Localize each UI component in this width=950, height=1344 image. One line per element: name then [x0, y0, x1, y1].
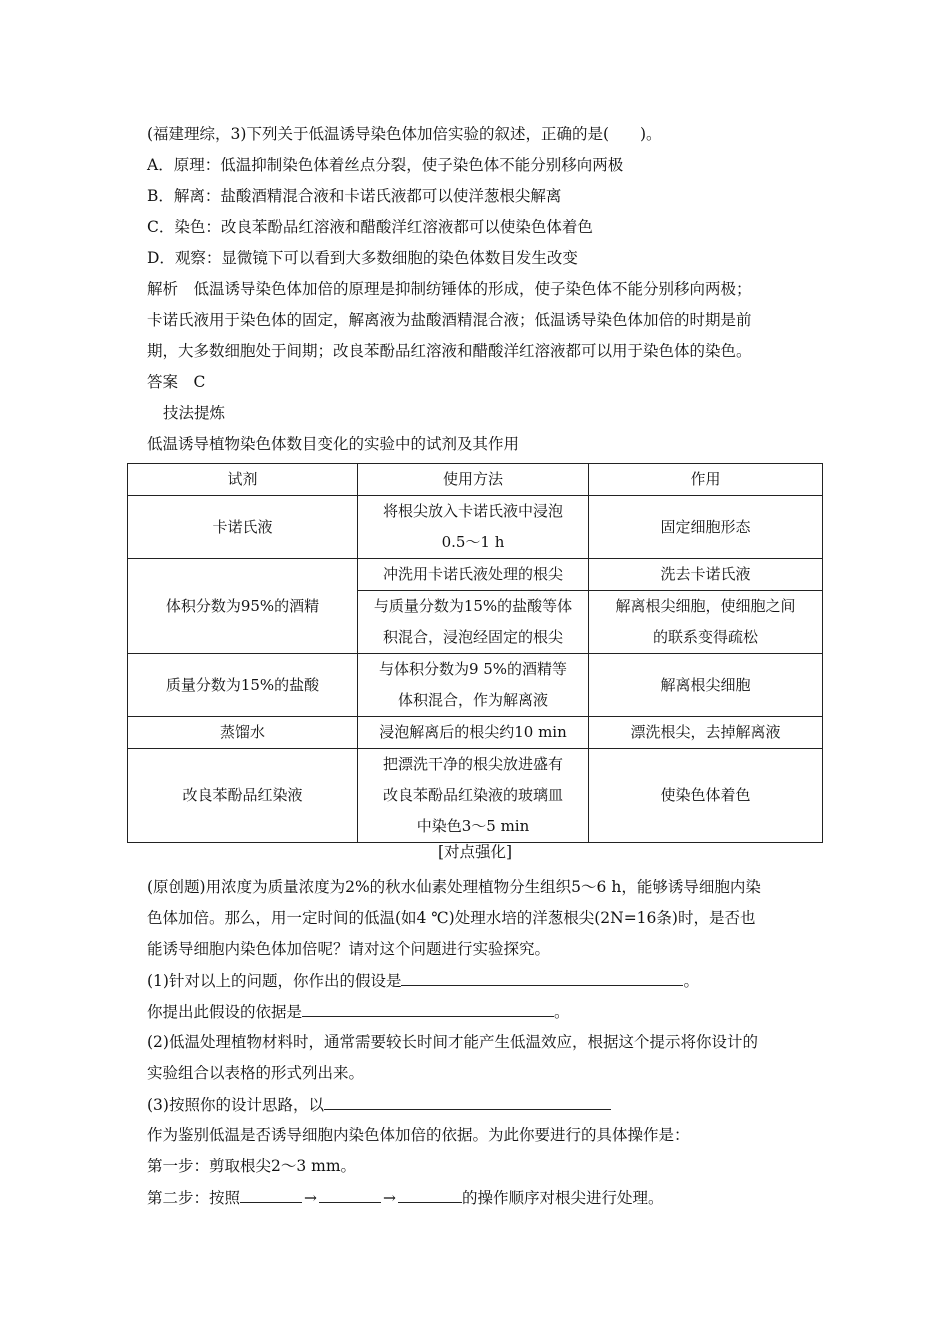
- reagent-cell: 蒸馏水: [128, 717, 358, 749]
- table-row: [128, 559, 823, 591]
- option-a: A．原理：低温抑制染色体着丝点分裂，使子染色体不能分别移向两极: [147, 156, 624, 174]
- question-1b-end: 。: [554, 1003, 570, 1021]
- step-2: [147, 1187, 664, 1208]
- table-row: [128, 749, 823, 843]
- criterion-blank[interactable]: [324, 1094, 611, 1110]
- option-d: D．观察：显微镜下可以看到大多数细胞的染色体数目发生改变: [147, 249, 578, 267]
- header-method: 使用方法: [358, 464, 589, 496]
- analysis-line-3: 期，大多数细胞处于间期；改良苯酚品红溶液和醋酸洋红溶液都可以用于染色体的染色。: [147, 342, 752, 360]
- option-b: B．解离：盐酸酒精混合液和卡诺氏液都可以使洋葱根尖解离: [147, 187, 562, 205]
- answer: 答案 C: [147, 373, 206, 391]
- method-line: 改良苯酚品红染液的玻璃皿: [382, 786, 563, 804]
- intro-line-1: (原创题)用浓度为质量浓度为2%的秋水仙素处理植物分生组织5～6 h，能够诱导细胞内染: [147, 878, 761, 896]
- question-2-line-1: (2)低温处理植物材料时，通常需要较长时间才能产生低温效应，根据这个提示将你设计的: [147, 1033, 758, 1051]
- question-stem: (福建理综，3)下列关于低温诱导染色体加倍实验的叙述，正确的是( )。: [147, 125, 662, 143]
- step-2-text: 第二步：按照: [147, 1189, 241, 1207]
- right-arrow-icon: →: [383, 1189, 397, 1207]
- step-1: 第一步：剪取根尖2～3 mm。: [147, 1157, 357, 1175]
- reagent-cell: 质量分数为15%的盐酸: [128, 654, 358, 717]
- reinforce-heading: [对点强化]: [437, 843, 513, 861]
- reagent-cell: 卡诺氏液: [128, 496, 358, 559]
- method-line: 0.5～1 h: [441, 533, 505, 551]
- effect-cell: 漂洗根尖，去掉解离液: [589, 717, 823, 749]
- question-3-text: (3)按照你的设计思路，以: [147, 1096, 324, 1114]
- analysis-line-1: 解析 低温诱导染色体加倍的原理是抑制纺锤体的形成，使子染色体不能分别移向两极；: [147, 280, 752, 298]
- method-cell: [358, 591, 589, 654]
- method-line: 积混合，浸泡经固定的根尖: [382, 628, 563, 646]
- method-line: 与质量分数为15%的盐酸等体: [373, 597, 573, 615]
- effect-cell: 固定细胞形态: [589, 496, 823, 559]
- step-blank-2[interactable]: [319, 1187, 381, 1203]
- method-line: 体积混合，作为解离液: [397, 691, 548, 709]
- table-row: [128, 496, 823, 559]
- intro-line-2: 色体加倍。那么，用一定时间的低温(如4 ℃)处理水培的洋葱根尖(2N=16条)时，是否也: [147, 909, 756, 927]
- step-blank-1[interactable]: [240, 1187, 302, 1203]
- basis-blank[interactable]: [302, 1001, 554, 1017]
- table-row: [128, 654, 823, 717]
- effect-line: 的联系变得疏松: [652, 628, 758, 646]
- reagent-cell: 体积分数为95%的酒精: [128, 559, 358, 654]
- table-row: [128, 717, 823, 749]
- method-cell: [358, 654, 589, 717]
- question-1: [147, 970, 699, 991]
- step-blank-3[interactable]: [398, 1187, 462, 1203]
- intro-line-3: 能诱导细胞内染色体加倍呢？请对这个问题进行实验探究。: [147, 940, 551, 958]
- step-2-end: 的操作顺序对根尖进行处理。: [462, 1189, 664, 1207]
- question-1b-text: 你提出此假设的依据是: [147, 1003, 303, 1021]
- question-1-end: 。: [683, 972, 699, 990]
- question-3: [147, 1094, 611, 1115]
- method-line: 把漂洗干净的根尖放进盛有: [382, 755, 563, 773]
- method-line: 将根尖放入卡诺氏液中浸泡: [382, 502, 563, 520]
- hypothesis-blank[interactable]: [401, 970, 683, 986]
- right-arrow-icon: →: [304, 1189, 318, 1207]
- reagent-cell: 改良苯酚品红染液: [128, 749, 358, 843]
- question-1b: [147, 1001, 570, 1022]
- method-cell: 浸泡解离后的根尖约10 min: [358, 717, 589, 749]
- analysis-line-2: 卡诺氏液用于染色体的固定，解离液为盐酸酒精混合液；低温诱导染色体加倍的时期是前: [147, 311, 752, 329]
- question-2-line-2: 实验组合以表格的形式列出来。: [147, 1064, 365, 1082]
- question-3b: 作为鉴别低温是否诱导细胞内染色体加倍的依据。为此你要进行的具体操作是：: [147, 1126, 690, 1144]
- header-reagent: 试剂: [128, 464, 358, 496]
- option-c: C．染色：改良苯酚品红溶液和醋酸洋红溶液都可以使染色体着色: [147, 218, 593, 236]
- technique-heading: 技法提炼: [163, 404, 226, 422]
- question-1-text: (1)针对以上的问题，你作出的假设是: [147, 972, 402, 990]
- table-title: 低温诱导植物染色体数目变化的实验中的试剂及其作用: [147, 435, 520, 453]
- header-effect: 作用: [589, 464, 823, 496]
- effect-cell: 使染色体着色: [589, 749, 823, 843]
- effect-cell: [589, 591, 823, 654]
- method-cell: [358, 749, 589, 843]
- method-cell: [358, 496, 589, 559]
- effect-cell: 解离根尖细胞: [589, 654, 823, 717]
- method-line: 中染色3～5 min: [416, 817, 530, 835]
- effect-cell: 洗去卡诺氏液: [589, 559, 823, 591]
- method-cell: 冲洗用卡诺氏液处理的根尖: [358, 559, 589, 591]
- method-line: 与体积分数为9 5%的酒精等: [378, 660, 568, 678]
- table-header-row: [128, 464, 823, 496]
- reagent-table: [127, 463, 823, 843]
- effect-line: 解离根尖细胞，使细胞之间: [615, 597, 796, 615]
